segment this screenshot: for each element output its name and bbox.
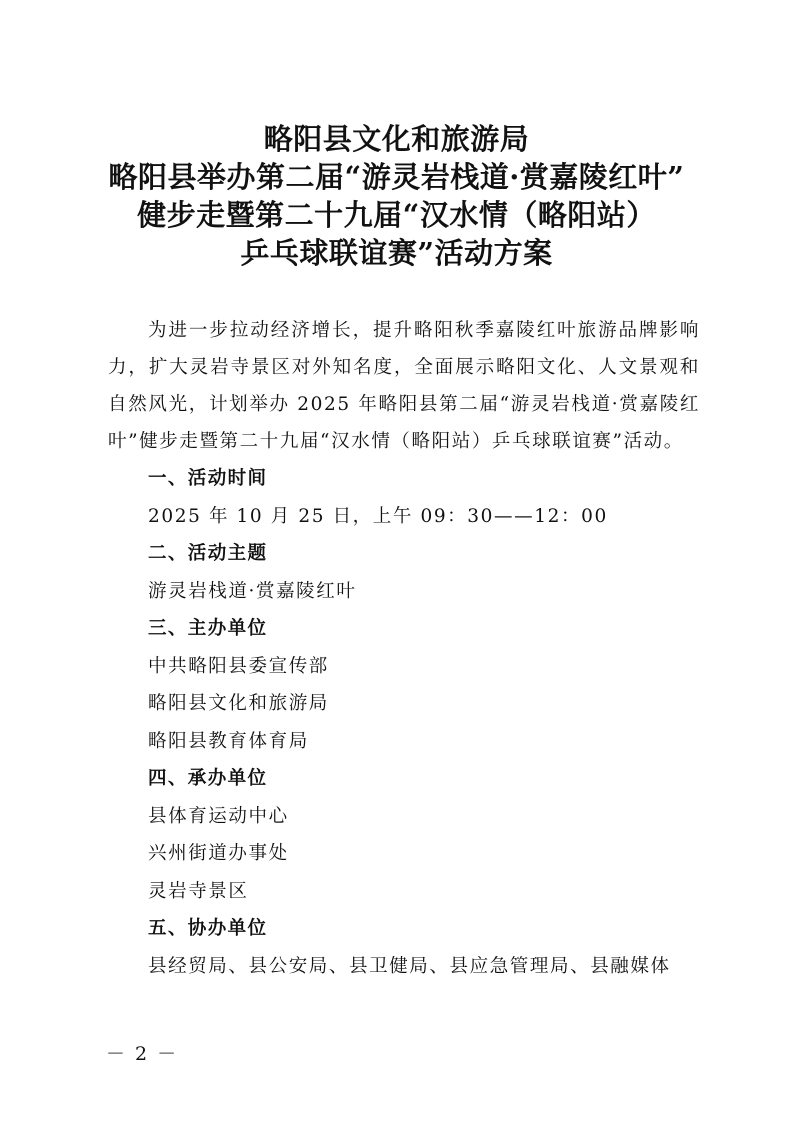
section-line: 中共略阳县委宣传部 — [148, 655, 329, 677]
title-line-3: 健步走暨第二十九届“汉水情（略阳站） — [137, 198, 656, 232]
document-body — [108, 312, 700, 985]
page-number: － 2 － — [106, 1043, 179, 1065]
section-heading: 一、活动时间 — [148, 468, 268, 489]
section-heading: 二、活动主题 — [148, 543, 268, 564]
intro-paragraph: 为进一步拉动经济增长，提升略阳秋季嘉陵红叶旅游品牌影响力，扩大灵岩寺景区对外知名度，全面展示略阳文化、人文景观和自然风光，计划举办 2025 年略阳县第二届“游灵岩栈道·赏嘉陵红叶”健步走暨第二十九届“汉水情（略阳站）乒乓球联谊赛”活动。 — [108, 320, 700, 452]
section-heading: 三、主办单位 — [148, 618, 268, 639]
section-line: 略阳县文化和旅游局 — [148, 693, 329, 714]
section-line: 略阳县教育体育局 — [148, 730, 309, 752]
section-heading: 五、协办单位 — [148, 918, 268, 939]
section-undertakers — [108, 760, 700, 910]
section-line: 兴州街道办事处 — [148, 843, 289, 864]
document-title — [60, 120, 733, 272]
section-line: 县体育运动中心 — [148, 805, 289, 827]
section-heading: 四、承办单位 — [148, 768, 268, 789]
section-organizers — [108, 610, 700, 760]
title-line-organization: 略阳县文化和旅游局 — [263, 122, 530, 156]
section-line: 游灵岩栈道·赏嘉陵红叶 — [148, 580, 357, 602]
section-co-organizers — [108, 910, 700, 985]
section-activity-time — [108, 460, 700, 535]
section-line: 2025 年 10 月 25 日，上午 09：30——12：00 — [148, 505, 608, 527]
section-line: 灵岩寺景区 — [148, 880, 249, 902]
title-line-4: 乒乓球联谊赛”活动方案 — [240, 236, 553, 270]
section-line: 县经贸局、县公安局、县卫健局、县应急管理局、县融媒体 — [148, 955, 671, 977]
section-activity-theme — [108, 535, 700, 610]
title-line-2: 略阳县举办第二届“游灵岩栈道·赏嘉陵红叶” — [108, 160, 685, 194]
